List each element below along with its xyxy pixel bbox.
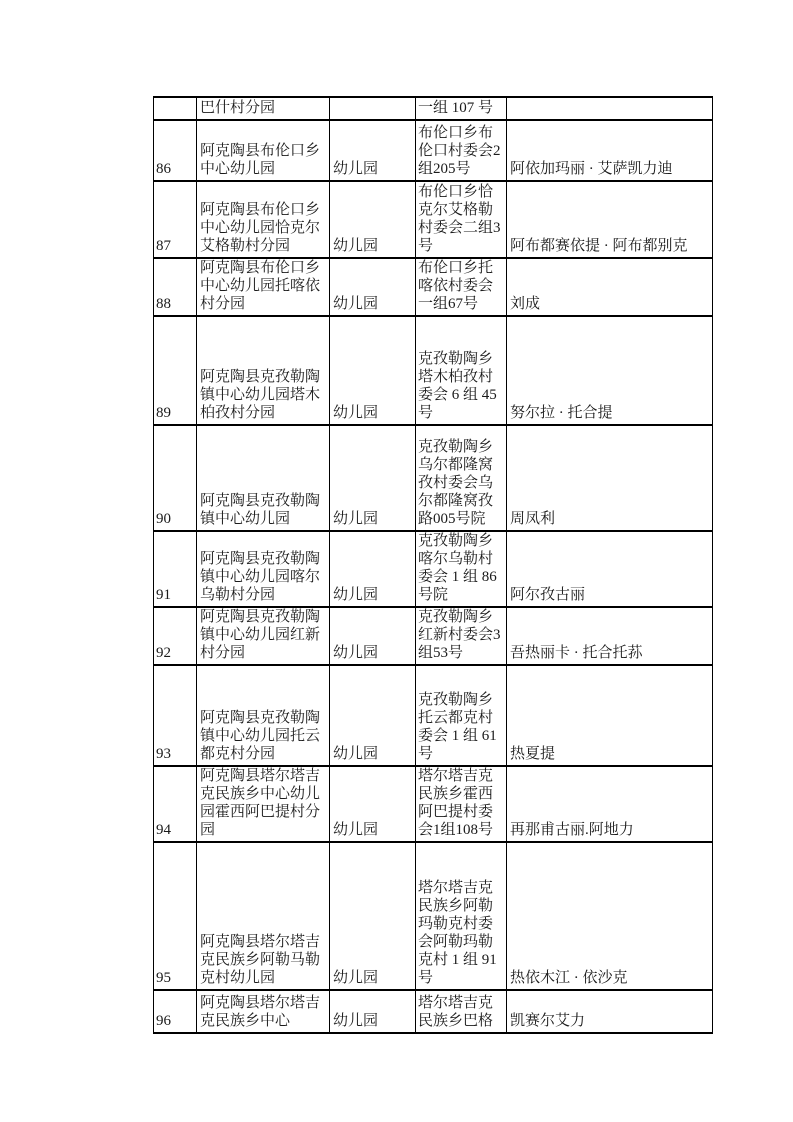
cell-row-number <box>154 97 197 120</box>
cell-principal-name: 吾热丽卡 · 托合托荪 <box>507 607 713 665</box>
cell-kindergarten-name: 阿克陶县塔尔塔吉克民族乡阿勒马勒克村幼儿园 <box>197 842 330 990</box>
cell-kindergarten-name: 阿克陶县克孜勒陶镇中心幼儿园 <box>197 425 330 531</box>
table-row <box>154 842 713 990</box>
kindergarten-table-body <box>154 97 713 1033</box>
cell-type: 幼儿园 <box>330 766 416 842</box>
table-row <box>154 97 713 120</box>
table-row <box>154 120 713 181</box>
cell-principal-name: 再那甫古丽.阿地力 <box>507 766 713 842</box>
cell-row-number: 96 <box>154 990 197 1033</box>
cell-row-number: 94 <box>154 766 197 842</box>
cell-principal-name: 阿尔孜古丽 <box>507 531 713 607</box>
table-row <box>154 181 713 258</box>
cell-type: 幼儿园 <box>330 316 416 425</box>
cell-kindergarten-name: 阿克陶县布伦口乡中心幼儿园托喀依村分园 <box>197 258 330 316</box>
cell-row-number: 92 <box>154 607 197 665</box>
cell-principal-name: 热夏提 <box>507 665 713 766</box>
cell-address: 克孜勒陶乡塔木柏孜村委会 6 组 45 号 <box>416 316 507 425</box>
cell-address: 克孜勒陶乡托云都克村委会 1 组 61 号 <box>416 665 507 766</box>
cell-address: 克孜勒陶乡喀尔乌勒村委会 1 组 86 号院 <box>416 531 507 607</box>
cell-address: 布伦口乡布伦口村委会2组205号 <box>416 120 507 181</box>
cell-address: 克孜勒陶乡乌尔都隆窝孜村委会乌尔都隆窝孜路005号院 <box>416 425 507 531</box>
cell-kindergarten-name: 阿克陶县克孜勒陶镇中心幼儿园托云都克村分园 <box>197 665 330 766</box>
cell-type: 幼儿园 <box>330 665 416 766</box>
cell-kindergarten-name: 阿克陶县克孜勒陶镇中心幼儿园红新村分园 <box>197 607 330 665</box>
cell-row-number: 89 <box>154 316 197 425</box>
kindergarten-table <box>153 96 713 1034</box>
cell-type: 幼儿园 <box>330 531 416 607</box>
table-row <box>154 531 713 607</box>
cell-principal-name: 刘成 <box>507 258 713 316</box>
cell-address: 布伦口乡托喀依村委会一组67号 <box>416 258 507 316</box>
cell-principal-name <box>507 97 713 120</box>
cell-type: 幼儿园 <box>330 258 416 316</box>
cell-type: 幼儿园 <box>330 120 416 181</box>
cell-kindergarten-name: 巴什村分园 <box>197 97 330 120</box>
cell-row-number: 91 <box>154 531 197 607</box>
cell-principal-name: 努尔拉 · 托合提 <box>507 316 713 425</box>
cell-principal-name: 凯赛尔艾力 <box>507 990 713 1033</box>
cell-kindergarten-name: 阿克陶县塔尔塔吉克民族乡中心幼儿园霍西阿巴提村分园 <box>197 766 330 842</box>
cell-row-number: 86 <box>154 120 197 181</box>
cell-address: 塔尔塔吉克民族乡阿勒玛勒克村委会阿勒玛勒克村 1 组 91 号 <box>416 842 507 990</box>
cell-address: 一组 107 号 <box>416 97 507 120</box>
cell-row-number: 88 <box>154 258 197 316</box>
cell-address: 塔尔塔吉克民族乡巴格 <box>416 990 507 1033</box>
cell-principal-name: 阿依加玛丽 · 艾萨凯力迪 <box>507 120 713 181</box>
cell-kindergarten-name: 阿克陶县布伦口乡中心幼儿园 <box>197 120 330 181</box>
cell-kindergarten-name: 阿克陶县布伦口乡中心幼儿园恰克尔艾格勒村分园 <box>197 181 330 258</box>
table-row <box>154 316 713 425</box>
cell-type: 幼儿园 <box>330 842 416 990</box>
cell-type: 幼儿园 <box>330 607 416 665</box>
cell-kindergarten-name: 阿克陶县塔尔塔吉克民族乡中心 <box>197 990 330 1033</box>
cell-type: 幼儿园 <box>330 425 416 531</box>
table-row <box>154 766 713 842</box>
cell-principal-name: 阿布都赛依提 · 阿布都别克 <box>507 181 713 258</box>
cell-kindergarten-name: 阿克陶县克孜勒陶镇中心幼儿园塔木柏孜村分园 <box>197 316 330 425</box>
table-row <box>154 258 713 316</box>
cell-row-number: 90 <box>154 425 197 531</box>
cell-type <box>330 97 416 120</box>
cell-type: 幼儿园 <box>330 990 416 1033</box>
table-row <box>154 607 713 665</box>
cell-kindergarten-name: 阿克陶县克孜勒陶镇中心幼儿园喀尔乌勒村分园 <box>197 531 330 607</box>
cell-address: 布伦口乡恰克尔艾格勒村委会二组3号 <box>416 181 507 258</box>
table-row <box>154 665 713 766</box>
cell-row-number: 93 <box>154 665 197 766</box>
cell-row-number: 95 <box>154 842 197 990</box>
cell-principal-name: 热依木江 · 依沙克 <box>507 842 713 990</box>
cell-row-number: 87 <box>154 181 197 258</box>
cell-address: 塔尔塔吉克民族乡霍西阿巴提村委会1组108号 <box>416 766 507 842</box>
cell-principal-name: 周凤利 <box>507 425 713 531</box>
cell-type: 幼儿园 <box>330 181 416 258</box>
table-row <box>154 990 713 1033</box>
table-row <box>154 425 713 531</box>
cell-address: 克孜勒陶乡红新村委会3组53号 <box>416 607 507 665</box>
